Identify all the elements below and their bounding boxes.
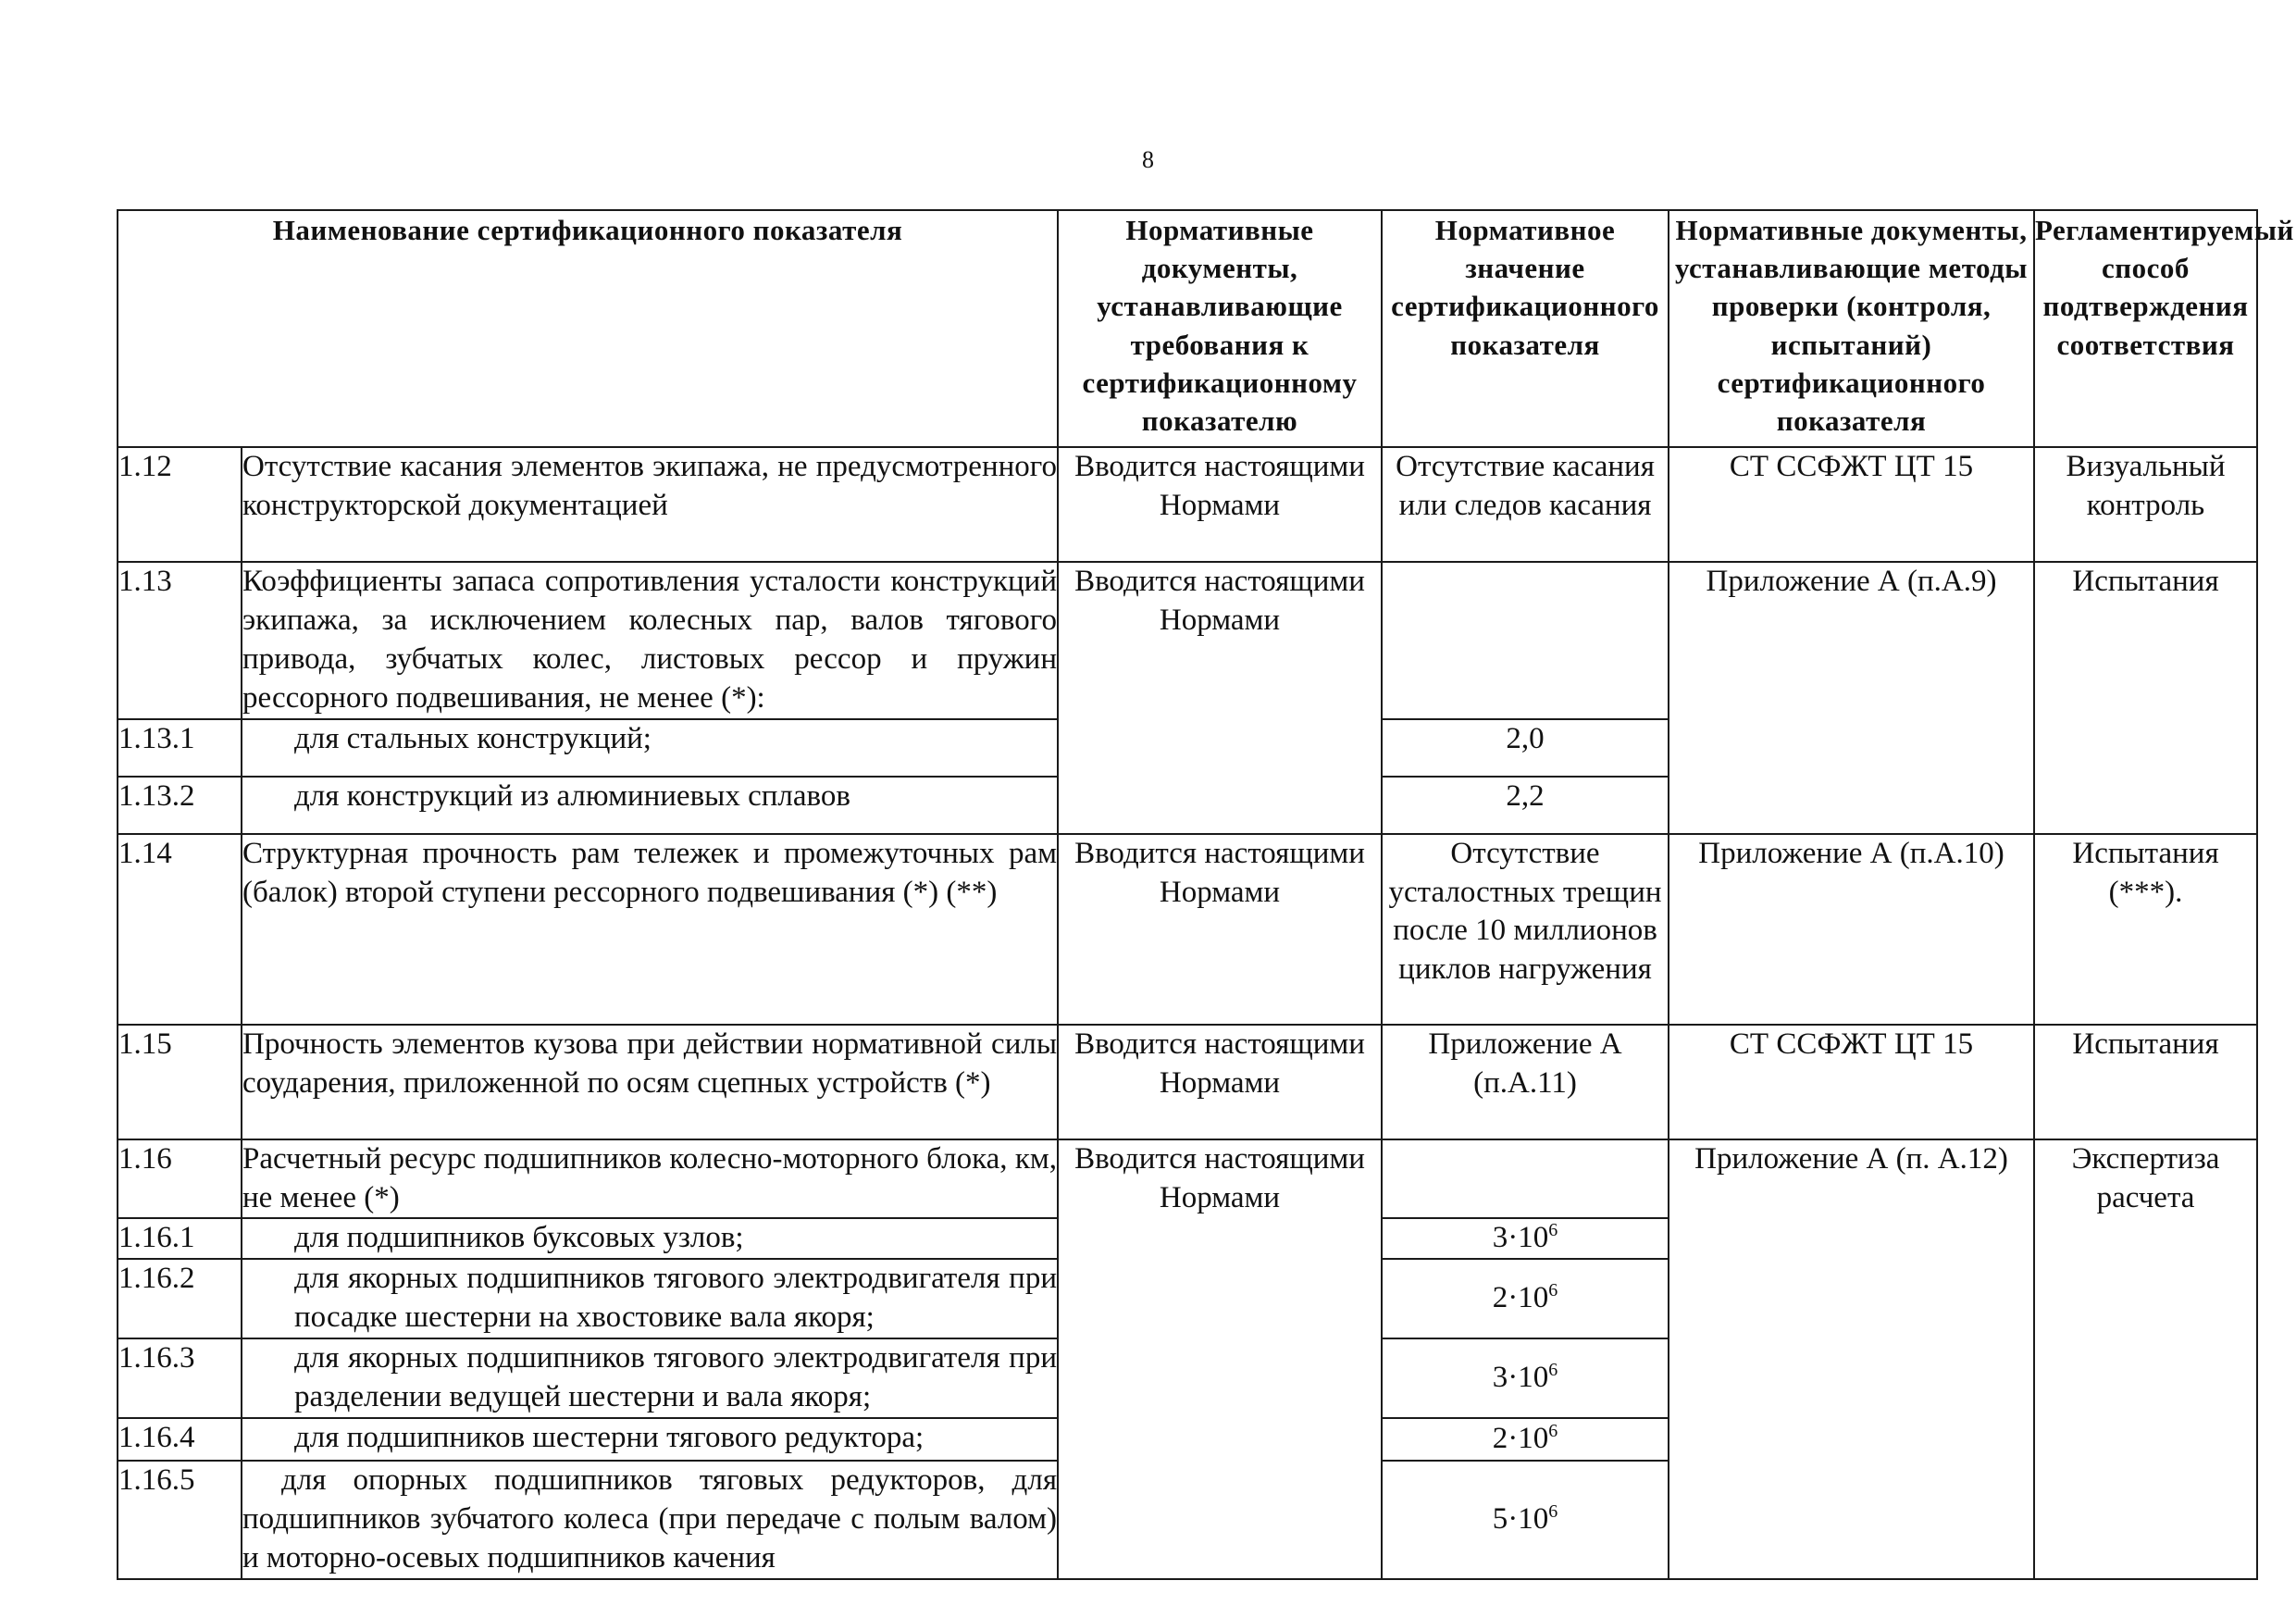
table-header-row [118, 210, 2257, 447]
row-name: для якорных подшипников тягового электродвигателя при разделении ведущей шестерни и вала якоря; [242, 1338, 1058, 1418]
table-row [118, 834, 2257, 1025]
row-requirement: Вводится настоящими Нормами [1058, 1025, 1382, 1139]
row-number: 1.16.4 [118, 1418, 242, 1461]
row-name: для стальных конструкций; [242, 719, 1058, 777]
row-method-doc: Приложение А (п.А.10) [1669, 834, 2034, 1025]
row-value [1382, 1218, 1669, 1259]
table-row [118, 1139, 2257, 1219]
value-exponent: 6 [1548, 1500, 1558, 1522]
row-name: для конструкций из алюминиевых сплавов [242, 777, 1058, 834]
row-confirm: Испытания (***). [2034, 834, 2257, 1025]
row-number: 1.16.1 [118, 1218, 242, 1259]
header-norm-docs-req: Нормативные документы, устанавливающие требования к сертификационному показателю [1058, 210, 1382, 447]
row-value-empty [1382, 1139, 1669, 1219]
row-number: 1.16.5 [118, 1461, 242, 1579]
value-base: 2·10 [1492, 1281, 1549, 1315]
value-base: 3·10 [1492, 1221, 1549, 1255]
row-value: 2,2 [1382, 777, 1669, 834]
row-name: Коэффициенты запаса сопротивления усталости конструкций экипажа, за исключением колесных пар, валов тягового привода, зубчатых колес, листовых рессор и пружин рессорного подвешивания, не менее (*): [242, 562, 1058, 719]
header-norm-value: Нормативное значение сертификационного показателя [1382, 210, 1669, 447]
header-norm-docs-methods: Нормативные документы, устанавливающие методы проверки (контроля, испытаний) сертификационного показателя [1669, 210, 2034, 447]
row-number: 1.14 [118, 834, 242, 1025]
row-number: 1.16.3 [118, 1338, 242, 1418]
value-base: 5·10 [1492, 1501, 1549, 1536]
row-value [1382, 1338, 1669, 1418]
row-value [1382, 1418, 1669, 1461]
row-confirm: Испытания [2034, 562, 2257, 834]
row-number: 1.13 [118, 562, 242, 719]
value-exponent: 6 [1548, 1360, 1558, 1381]
row-requirement: Вводится настоящими Нормами [1058, 834, 1382, 1025]
row-name: для подшипников буксовых узлов; [242, 1218, 1058, 1259]
row-number: 1.13.2 [118, 777, 242, 834]
table-row [118, 562, 2257, 719]
row-confirm: Испытания [2034, 1025, 2257, 1139]
row-name: для опорных подшипников тяговых редукторов, для подшипников зубчатого колеса (при передаче с полым валом) и моторно-осевых подшипников качения [242, 1461, 1058, 1579]
row-value: Отсутствие касания или следов касания [1382, 447, 1669, 562]
value-base: 3·10 [1492, 1361, 1549, 1395]
header-name [118, 210, 1058, 447]
page-number: 8 [1142, 146, 1154, 173]
row-value-empty [1382, 562, 1669, 719]
table-row [118, 447, 2257, 562]
row-name: Расчетный ресурс подшипников колесно-моторного блока, км, не менее (*) [242, 1139, 1058, 1219]
row-value: 2,0 [1382, 719, 1669, 777]
value-exponent: 6 [1548, 1421, 1558, 1442]
row-value [1382, 1259, 1669, 1338]
row-value: Отсутствие усталостных трещин после 10 миллионов циклов нагружения [1382, 834, 1669, 1025]
row-confirm: Экспертиза расчета [2034, 1139, 2257, 1579]
certification-table [117, 209, 2294, 1580]
row-value: Приложение А (п.А.11) [1382, 1025, 1669, 1139]
row-number: 1.16 [118, 1139, 242, 1219]
row-value [1382, 1461, 1669, 1579]
row-confirm: Визуальный контроль [2034, 447, 2257, 562]
table-row [118, 1025, 2257, 1139]
value-exponent: 6 [1548, 1280, 1558, 1301]
row-name: Отсутствие касания элементов экипажа, не предусмотренного конструкторской документацией [242, 447, 1058, 562]
row-name: Прочность элементов кузова при действии нормативной силы соударения, приложенной по осям сцепных устройств (*) [242, 1025, 1058, 1139]
row-method-doc: Приложение А (п.А.9) [1669, 562, 2034, 834]
row-method-doc: СТ ССФЖТ ЦТ 15 [1669, 447, 2034, 562]
header-confirm-method: Регламентируемый способ подтверждения соответствия [2034, 210, 2257, 447]
row-requirement: Вводится настоящими Нормами [1058, 562, 1382, 834]
row-number: 1.12 [118, 447, 242, 562]
row-number: 1.16.2 [118, 1259, 242, 1338]
row-number: 1.13.1 [118, 719, 242, 777]
row-number: 1.15 [118, 1025, 242, 1139]
row-name: для подшипников шестерни тягового редуктора; [242, 1418, 1058, 1461]
row-requirement: Вводится настоящими Нормами [1058, 447, 1382, 562]
row-name: Структурная прочность рам тележек и промежуточных рам (балок) второй ступени рессорного подвешивания (*) (**) [242, 834, 1058, 1025]
value-base: 2·10 [1492, 1422, 1549, 1456]
header-name-text: Наименование сертификационного показателя [272, 214, 903, 246]
row-method-doc: Приложение А (п. А.12) [1669, 1139, 2034, 1579]
row-method-doc: СТ ССФЖТ ЦТ 15 [1669, 1025, 2034, 1139]
row-requirement: Вводится настоящими Нормами [1058, 1139, 1382, 1579]
row-name: для якорных подшипников тягового электродвигателя при посадке шестерни на хвостовике вала якоря; [242, 1259, 1058, 1338]
value-exponent: 6 [1548, 1220, 1558, 1241]
